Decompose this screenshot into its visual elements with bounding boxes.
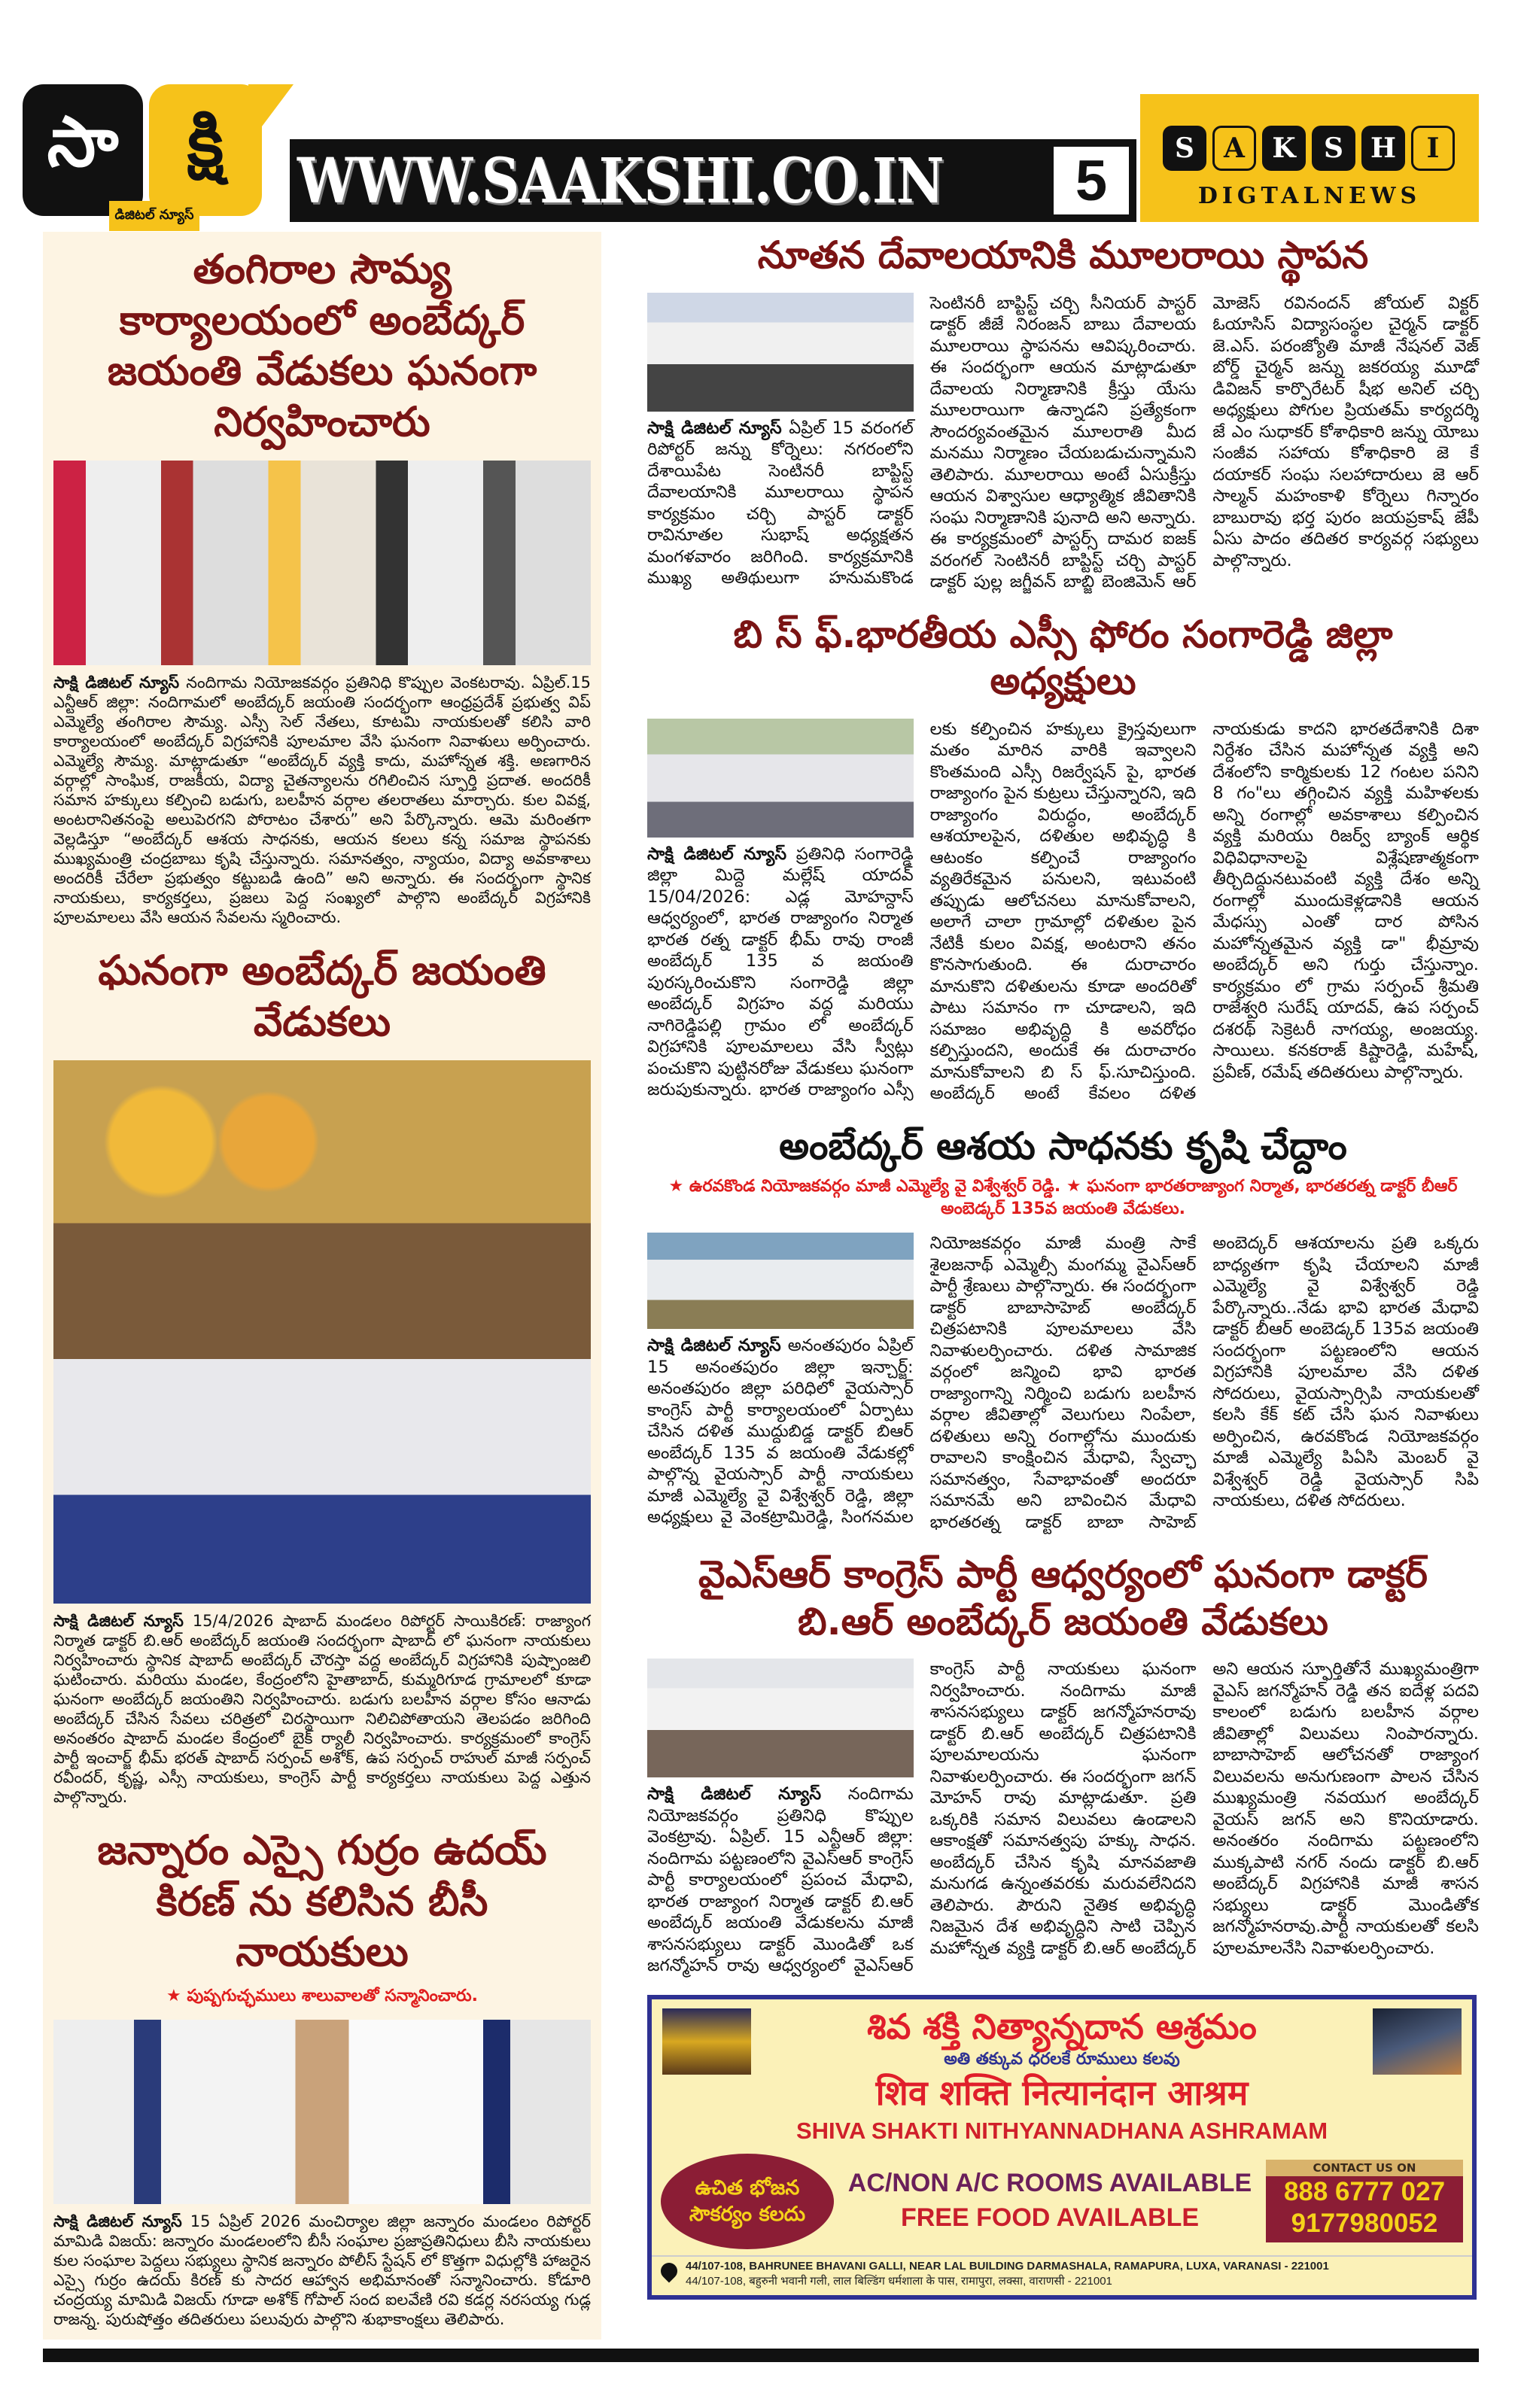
dateline: సాక్షి డిజిటల్ న్యూస్	[53, 2212, 182, 2230]
headline-ambedkar-jayanti: ఘనంగా అంబేద్కర్ జయంతి వేడుకలు	[98, 947, 546, 1045]
badge-line: సౌకర్యం కలదు	[689, 2203, 806, 2227]
location-pin-icon	[657, 2259, 680, 2282]
footer-rule	[43, 2349, 1479, 2362]
headline-church-foundation: నూతన దేవాలయానికి మూలరాయి స్థాపన	[757, 233, 1369, 277]
photo-nandigama-office	[647, 1659, 914, 1777]
free-food-badge	[661, 2154, 834, 2249]
brand-box	[1140, 94, 1479, 222]
ad-offers	[843, 2166, 1257, 2236]
masthead-bar	[290, 139, 1136, 222]
brand-letter: K	[1262, 126, 1306, 171]
page-body	[43, 232, 1479, 2362]
article-body	[53, 2212, 591, 2329]
contact-box	[1266, 2160, 1463, 2242]
article-text: ఏప్రిల్ 15 వరంగల్ రిపోర్టర్ జన్ను కోర్నెలు: నగరంలోని దేశాయిపేట సెంటినరీ బాప్టిస్ట్ దేవాలయానికి మూలరాయి స్థాపన కార్యక్రమం చర్చి పాస్టర్ డాక్టర్ రావినూతల సుభాష్ అధ్యక్షతన మంగళవారం జరిగింది. కార్యక్రమానికి ముఖ్య అతిథులుగా హనుమకొండ సెంటినరీ బాప్టిస్ట్ చర్చి సీనియర్ పాస్టర్ డాక్టర్ జీజే నిరంజన్ బాబు దేవాలయ మూలరాయి స్థాపనను ఆవిష్కరించారు. ఈ సందర్భంగా ఆయన మాట్లాడుతూ దేవాలయ నిర్మాణానికి క్రీస్తు యేసు మూలరాయిగా ఉన్నాడని ప్రత్యేకంగా సౌందర్యవంతమైన మూలరాతి మీద మనము నిర్మాణం చేయబడుచున్నామని తెలిపారు. మూలరాయి అంటే ఏసుక్రీస్తు ఆయన విశ్వాసుల ఆధ్యాత్మిక జీవితానికి సంఘ నిర్మాణానికి పునాది అని అన్నారు. ఈ కార్యక్రమంలో పాస్టర్స్ దామర ఐజక్ వరంగల్ సెంటినరీ బాప్టిస్ట్ చర్చి పాస్టర్ డాక్టర్ పుల్ల జగ్జీవన్ బాబ్జి బెంజిమెన్ ఆర్ మోజెస్ రవినందన్ జోయల్ విక్టర్ ఓయాసిస్ విద్యాసంస్థల చైర్మన్ డాక్టర్ జె.ఎస్. పరంజ్యోతి మాజీ నేషనల్ వెజ్ బోర్డ్ చైర్మన్ జన్ను జకరయ్య మూడో డివిజన్ కార్పొరేటర్ షీభ అనిల్ చర్చి అధ్యక్షులు పోగుల ప్రియతమ్ కార్యదర్శి జే ఎం సుధాకర్ కోశాధికారి జన్ను యోబు సంజీవ సహాయ కోశాధికారి జె కే దయాకర్ సంఘ సలహాదారులు జె ఆర్ సాల్మన్ మహంకాళి కోర్నెలు గిన్నారం బాబురావు భర్త పురం జయప్రకాష్ జేపీ ఏసు పాదం తదితర కార్యవర్గ సభ్యులు పాల్గొన్నారు.	[647, 293, 1479, 591]
brand-letters	[1163, 126, 1455, 171]
ad-titles	[765, 2005, 1359, 2148]
photo-sangareddy-group	[647, 719, 914, 838]
photo-bc-leaders-police	[53, 2020, 591, 2204]
ad-rooms: AC/NON A/C ROOMS AVAILABLE	[847, 2169, 1252, 2198]
article-text: నందిగామ నియోజకవర్గం ప్రతినిధి కొప్పుల వెంకట్రావు. ఏప్రిల్. 15 ఎన్టీఆర్ జిల్లా: నందిగామ పట్టణంలోని వైఎస్ఆర్ కాంగ్రెస్ పార్టీ కార్యాలయంలో ప్రపంచ మేధావి, భారత రాజ్యాంగ నిర్మాత డాక్టర్ బి.ఆర్ అంబేద్కర్ జయంతి వేడుకలను మాజీ శాసనసభ్యులు డాక్టర్ మొండితో ఒక జగన్మోహన్ రావు ఆధ్వర్యంలో వైఎస్ఆర్ కాంగ్రెస్ పార్టీ నాయకులు ఘనంగా నిర్వహించారు. నందిగామ మాజీ శాసనసభ్యులు డాక్టర్ జగన్మోహనరావు డాక్టర్ బి.ఆర్ అంబేద్కర్ చిత్రపటానికి పూలమాలయను ఘనంగా నివాళులర్పించారు. ఈ సందర్భంగా జగన్ మోహన్ రావు మాట్లాడుతూ. ప్రతి ఒక్కరికి సమాన విలువలు ఉండాలని ఆకాంక్షతో సమానత్వపు హక్కు సాధన. అంబేద్కర్ చేసిన కృషి మానవజాతి మనుగడ ఉన్నంతవరకు మరువలేనిదని తెలిపారు. పౌరుని నైతిక అభివృద్ధి నిజమైన దేశ అభివృద్ధిని సాటి చెప్పిన మహోన్నత వ్యక్తి డాక్టర్ బి.ఆర్ అంబేద్కర్ అని ఆయన స్ఫూర్తితోనే ముఖ్యమంత్రిగా వైఎస్ జగన్మోహన్ రెడ్డి తన ఐదేళ్ల పదవి కాలంలో బడుగు బలహీన వర్గాల జీవితాల్లో విలువలు నింపారన్నారు. బాబాసాహెబ్ ఆలోచనతో రాజ్యాంగ విలువలను అనుగుణంగా పాలన చేసిన ముఖ్యమంత్రి నవయుగ అంబేద్కర్ వైయస్ జగన్ అని కొనియాడారు. అనంతరం నందిగామ పట్టణంలోని ముక్కపాటి నగర్ నందు డాక్టర్ బి.ఆర్ అంబేద్కర్ విగ్రహానికి మాజీ శాసన సభ్యులు డాక్టర్ మొండితోక జగన్మోహనరావు.పార్టీ నాయకులతో కలసి పూలమాలనేసి నివాళులర్పించారు.	[647, 1659, 1479, 1975]
subtitle: ★ ఉరవకొండ నియోజకవర్గం మాజీ ఎమ్మెల్యే వై విశ్వేశ్వర్ రెడ్డి. ★ ఘనంగా భారతరాజ్యాంగ నిర్మాత, భారతరత్న డాక్టర్ బీఆర్ అంబెడ్కర్ 135వ జయంతి వేడుకలు.	[668, 1177, 1458, 1218]
photo-ysrcp-gathering	[647, 1233, 914, 1329]
address-hindi: 44/107-108, बहुरुनी भवानी गली, लाल बिल्डिंग धर्मशाला के पास, रामापुरा, लक्सा, वाराणसी - 221001	[686, 2274, 1112, 2288]
article-text: నందిగామ నియోజకవర్గం ప్రతినిధి కొప్పుల వెంకటరావు. ఏప్రిల్.15 ఎన్టీఆర్ జిల్లా: నందిగామలో అంబేద్కర్ జయంతి సందర్భంగా ఆంధ్రప్రదేశ్ ప్రభుత్వ విప్ ఎమ్మెల్యే తంగిరాల సౌమ్య. ఎస్సీ సెల్ నేతలు, కూటమి నాయకులతో కలిసి వారి కార్యాలయంలో అంబేద్కర్ విగ్రహానికి పూలమాల వేసి ఘనంగా నివాళులు అర్పించారు. ఎమ్మెల్యే సౌమ్య. మాట్లాడుతూ “అంబేద్కర్ వ్యక్తి కాదు, మహోన్నత శక్తి. అణగారిన వర్గాల్లో సాంఘిక, రాజకీయ, విద్యా చైతన్యాలను రగిలించిన స్ఫూర్తి ప్రదాత. అందరికీ సమాన హక్కులు కల్పించి బడుగు, బలహీన వర్గాల తలరాతలు మార్చారు. కుల వివక్ష, అంటరానితనంపై అలుపెరగని పోరాటం చేశారు” అని పేర్కొన్నారు. ఆమె మరింతగా వెల్లడిస్తూ “అంబేద్కర్ ఆశయ సాధనకు, ఆయన కలలు కన్న సమాజ స్థాపనకు ముఖ్యమంత్రి చంద్రబాబు కృషి చేస్తున్నారు. సమానత్వం, న్యాయం, విద్యా అవకాశాలు అందరికీ చేరేలా ప్రభుత్వం కట్టుబడి ఉంది” అని అన్నారు. ఈ సందర్భంగా స్థానిక నాయకులు, కార్యకర్తలు, ప్రజలు పెద్ద సంఖ్యలో పాల్గొని అంబేద్కర్ విగ్రహానికి పూలమాలలు వేసి ఆయన సేవలను స్మరించారు.	[53, 673, 592, 926]
brand-letter: H	[1361, 126, 1405, 171]
dateline: సాక్షి డిజిటల్ న్యూస్	[647, 1784, 822, 1804]
logo-right-glyph: క్షి	[149, 84, 262, 216]
headline-jannaram-si: జన్నారం ఎస్సై గుర్రం ఉదయ్ కిరణ్ ను కలిసిన బీసీ నాయకులు	[97, 1826, 547, 1975]
phone-number: 9177980052	[1291, 2209, 1438, 2239]
ad-title-hindi: शिव शक्ति नित्यानंदान आश्रम	[875, 2072, 1249, 2113]
headline-ambedkar-vision: అంబేద్కర్ ఆశయ సాధనకు కృషి చేద్దాం	[779, 1123, 1347, 1168]
phone-number: 888 6777 027	[1283, 2177, 1446, 2207]
right-column	[647, 232, 1479, 2300]
article-bsf-forum	[647, 719, 1479, 1105]
ashram-advertisement	[647, 1995, 1477, 2300]
columns	[43, 232, 1479, 2340]
brand-subtitle: DIGTALNEWS	[1197, 183, 1422, 209]
brand-letter: S	[1312, 126, 1355, 171]
dateline: సాక్షి డిజిటల్ న్యూస్	[647, 418, 782, 438]
article-ambedkar-vision	[647, 1233, 1479, 1533]
headline-bsf-forum: బి స్ ఫ్.భారతీయ ఎస్సీ ఫోరం సంగారెడ్డి జిల్లా అధ్యక్షులు	[733, 612, 1393, 703]
shiva-image	[1373, 2008, 1462, 2075]
sakshi-logo	[23, 84, 271, 231]
headline-ysrcp-jayanti: వైఎస్ఆర్ కాంగ్రెస్ పార్టీ ఆధ్వర్యంలో ఘనంగా డాక్టర్ బి.ఆర్ అంబేద్కర్ జయంతి వేడుకలు	[698, 1552, 1428, 1643]
brand-letter: I	[1411, 126, 1455, 171]
subtitle: ★ పుష్పగుచ్ఛములు శాలువాలతో సన్మానించారు.	[166, 1986, 479, 2005]
headline-tangirala: తంగిరాల సౌమ్య కార్యాలయంలో అంబేద్కర్ జయంతి వేడుకలు ఘనంగా నిర్వహించారు	[107, 245, 537, 445]
article-text: 15 ఏప్రిల్ 2026 మంచిర్యాల జిల్లా జన్నారం మండలం రిపోర్టర్ మామిడి విజయ్: జన్నారం మండలంలోని బీసీ సంఘాల ప్రజాప్రతినిధులు బీసి నాయకులు కుల సంఘాల పెద్దలు సభ్యులు స్థానిక జన్నారం పోలీస్ స్టేషన్ లో కొత్తగా విధుల్లోకి హాజరైన ఎస్సై గుర్రం ఉదయ్ కిరణ్ కు సాదర ఆహ్వాన అభిమానంతో సన్మానించారు. కోడూరి చంద్రయ్య మామిడి విజయ్ గూడా అశోక్ గోపాల్ సంద ఐలవేణి రవి కడర్ల నరసయ్య గుడ్ల రాజన్న. పురుషోత్తం తదితరులు పలువురు పాల్గొని శుభాకాంక్షలు తెలిపారు.	[53, 2212, 592, 2328]
ad-food: FREE FOOD AVAILABLE	[900, 2203, 1200, 2233]
article-ysrcp-jayanti	[647, 1659, 1479, 1977]
page-number: 5	[1054, 147, 1129, 214]
dateline: సాక్షి డిజిటల్ న్యూస్	[647, 844, 787, 864]
dateline: సాక్షి డిజిటల్ న్యూస్	[647, 1336, 781, 1355]
brand-letter: S	[1163, 126, 1206, 171]
ad-title-english: SHIVA SHAKTI NITHYANNADHANA ASHRAMAM	[795, 2118, 1328, 2145]
ad-tagline: అతి తక్కువ ధరలకే రూములు కలవు	[944, 2050, 1180, 2069]
left-column	[43, 232, 601, 2340]
address-english: 44/107-108, BAHRUNEE BHAVANI GALLI, NEAR LAL BUILDING DARMASHALA, RAMAPURA, LUXA, VARANASI - 221001	[686, 2259, 1329, 2273]
photo-foundation-stone	[647, 293, 914, 412]
logo-subtitle: డిజిటల్ న్యూస్	[109, 201, 199, 231]
badge-line: ఉచిత భోజన	[695, 2176, 800, 2200]
article-body	[53, 1611, 591, 1807]
contact-label: CONTACT US ON	[1266, 2160, 1463, 2176]
temple-image	[662, 2008, 751, 2075]
ad-offer-row	[652, 2148, 1472, 2255]
photo-ambedkar-tribute-office	[53, 461, 591, 665]
dateline: సాక్షి డిజిటల్ న్యూస్	[53, 1612, 184, 1630]
brand-letter: A	[1212, 126, 1256, 171]
ad-title-telugu: శివ శక్తి నిత్యాన్నదాన ఆశ్రమం	[867, 2005, 1257, 2047]
article-church-foundation	[647, 293, 1479, 593]
ad-address	[652, 2255, 1472, 2291]
logo-left-glyph: సా	[23, 84, 143, 216]
dateline: సాక్షి డిజిటల్ న్యూస్	[53, 673, 180, 692]
site-url: WWW.SAAKSHI.CO.IN	[297, 145, 944, 217]
article-text: 15/4/2026 షాబాద్ మండలం రిపోర్టర్ సాయికిరణ్: రాజ్యాంగ నిర్మాత డాక్టర్ బి.ఆర్ అంబేద్కర్ జయంతి సందర్భంగా షాబాద్ లో ఘనంగా నాయకులు నిర్వహించారు స్థానిక షాబాద్ అంబేద్కర్ చౌరస్తా వద్ద అంబేద్కర్ విగ్రహానికి పుష్పాంజలి ఘటించారు. మరియు మండల, కేంద్రంలోని హైతాబాద్, కుమ్మరిగూడ గ్రామాలలో కూడా ఘనంగా అంబేద్కర్ జయంతిని నిర్వహించారు. బడుగు బలహీన వర్గాల కోసం ఆనాడు అంబేద్కర్ చేసిన సేవలు చరిత్రలో చిరస్థాయిగా నిలిచిపోతాయని తెలపడం జరిగింది అనంతరం షాబాద్ మండల కేంద్రంలో బైక్ ర్యాలీ నిర్వహించారు. కార్యక్రమంలో కాంగ్రెస్ పార్టీ ఇంచార్జ్ భీమ్ భరత్ షాబాద్ సర్పంచ్ అశోక్, ఉప సర్పంచ్ రాహుల్ మాజీ సర్పంచ్ రవీందర్, కృష్ణ, ఎస్సీ నాయకులు, కాంగ్రెస్ పార్టీ కార్యకర్తలు నాయకులు పెద్ద ఎత్తున పాల్గొన్నారు.	[53, 1612, 591, 1806]
article-body	[53, 673, 591, 927]
article-text: ప్రతినిధి సంగారెడ్డి జిల్లా మిద్దె మల్లేష్ యాదవ్ 15/04/2026: ఎడ్ల మోహన్దాస్ ఆధ్వర్యంలో, భారత రాజ్యాంగం నిర్మాత భారత రత్న డాక్టర్ భీమ్ రావు రాంజీ అంబేద్కర్ 135 వ జయంతి పురస్కరించుకొని సంగారెడ్డి జిల్లా అంబేద్కర్ విగ్రహం వద్ద మరియు నాగిరెడ్డిపల్లి గ్రామం లో అంబేద్కర్ విగ్రహానికి పూలమాలలు వేసి స్వీట్లు పంచుకొని పుట్టినరోజు వేడుకలు ఘనంగా జరుపుకున్నారు. భారత రాజ్యాంగం ఎస్సీ లకు కల్పించిన హక్కులు క్రైస్తవులుగా మతం మారిన వారికి ఇవ్వాలని కొంతమంది ఎస్సీ రిజర్వేషన్ పై, భారత రాజ్యాంగం పైన కుట్రలు చేస్తున్నారని, ఇది రాజ్యాంగం విరుద్ధం, అంబేద్కర్ ఆశయాలపైన, దళితుల అభివృద్ధి కి ఆటంకం కల్పించే రాజ్యాంగం వ్యతిరేకమైన పనులని, ఇటువంటి తప్పుడు ఆలోచనలు మానుకోవాలని, అలాగే చాలా గ్రామాల్లో దళితుల పైన నేటికీ కులం వివక్ష, అంటరాని తనం కొనసాగుతుంది. ఈ దురాచారం మానుకొని దళితులను కూడా అందరితో పాటు సమానం గా చూడాలని, ఇది సమాజం అభివృద్ధి కి అవరోధం కల్పిస్తుందని, అందుకే ఈ దురాచారం మానుకోవాలని బి స్ ఫ్.సూచిస్తుంది. అంబేద్కర్ అంటే కేవలం దళిత నాయకుడు కాదని భారతదేశానికి దిశా నిర్దేశం చేసిన మహోన్నత వ్యక్తి అని దేశంలోని కార్మికులకు 12 గంటల పనిని 8 గం"లు తగ్గించిన వ్యక్తి మహిళలకు అన్ని రంగాల్లో అవకాశాలు కల్పించిన వ్యక్తి మరియు రిజర్వ్ బ్యాంక్ ఆర్థిక విధివిధానాలపై విశ్లేషణాత్మకంగా తీర్చిదిద్దునటువంటి వ్యక్తి దేశం అన్ని రంగాల్లో ముందుకెళ్లడానికి ఆయన మేధస్సు ఎంతో దార పోసిన మహోన్నతమైన వ్యక్తి డా" భీమ్రావు అంబేద్కర్ అని గుర్తు చేస్తున్నాం. కార్యక్రమం లో గ్రామ సర్పంచ్ శ్రీమతి రాజేశ్వరి సురేష్ యాదవ్, ఉప సర్పంచ్ దశరథ్ సెక్రెటరీ నాగయ్య, అంజయ్య. సాయిలు. కనకరాజ్ కిష్టారెడ్డి, మహేష్, ప్రవీణ్, రమేష్ తదితరులు పాల్గొన్నారు.	[647, 719, 1479, 1103]
photo-ambedkar-statue-leaders	[53, 1060, 591, 1604]
article-text: అనంతపురం ఏప్రిల్ 15 అనంతపురం జిల్లా ఇన్చార్జ్: అనంతపురం జిల్లా పరిధిలో వైయస్సార్ కాంగ్రెస్ పార్టీ కార్యాలయంలో ఏర్పాటు చేసిన దళిత ముద్దుబిడ్డ డాక్టర్ బిఆర్ అంబేద్కర్ 135 వ జయంతి వేడుకల్లో పాల్గొన్న వైయస్సార్ పార్టీ నాయకులు మాజీ ఎమ్మెల్యే వై విశ్వేశ్వర్ రెడ్డి, జిల్లా అధ్యక్షులు వై వెంకట్రామిరెడ్డి, సింగనమల నియోజకవర్గం మాజీ మంత్రి సాకే శైలజనాథ్ ఎమ్మెల్సీ మంగమ్మ వైఎస్ఆర్ పార్టీ శ్రేణులు పాల్గొన్నారు. ఈ సందర్భంగా డాక్టర్ బాబాసాహెబ్ అంబేద్కర్ చిత్రపటానికి పూలమాలలు వేసి నివాళులర్పించారు. దళిత సామాజిక వర్గంలో జన్మించి భావి భారత రాజ్యాంగాన్ని నిర్మించి బడుగు బలహీన వర్గాల జీవితాల్లో వెలుగులు నింపేలా, దళితులు అన్ని రంగాల్లోను ముందుకు రావాలని కాంక్షించిన మేధావి, స్వేచ్ఛా సమానత్వం, సేవాభావంతో అందరూ సమానమే అని బావించిన మేధావి భారతరత్న డాక్టర్ బాబా సాహెబ్ అంబెద్కర్ ఆశయాలను ప్రతి ఒక్కరు బాధ్యతగా కృషి చేయాలని మాజీ ఎమ్మెల్యే వై విశ్వేశ్వర్ రెడ్డి పేర్కొన్నారు..నేడు భావి భారత మేధావి డాక్టర్ బీఆర్ అంబెడ్కర్ 135వ జయంతి సందర్భంగా పట్టణంలోని ఆయన విగ్రహానికి పూలమాల వేసి దళిత సోదరులు, వైయస్సార్సిపి నాయకులతో కలసి కేక్ కట్ చేసి ఘన నివాళులు అర్పించిన, ఉరవకొండ నియోజకవర్గం మాజీ ఎమ్మెల్యే పిఏసి మెంబర్ వై విశ్వేశ్వర్ రెడ్డి వైయస్సార్ సిపి నాయకులు, దళిత సోదరులు.	[647, 1233, 1479, 1532]
